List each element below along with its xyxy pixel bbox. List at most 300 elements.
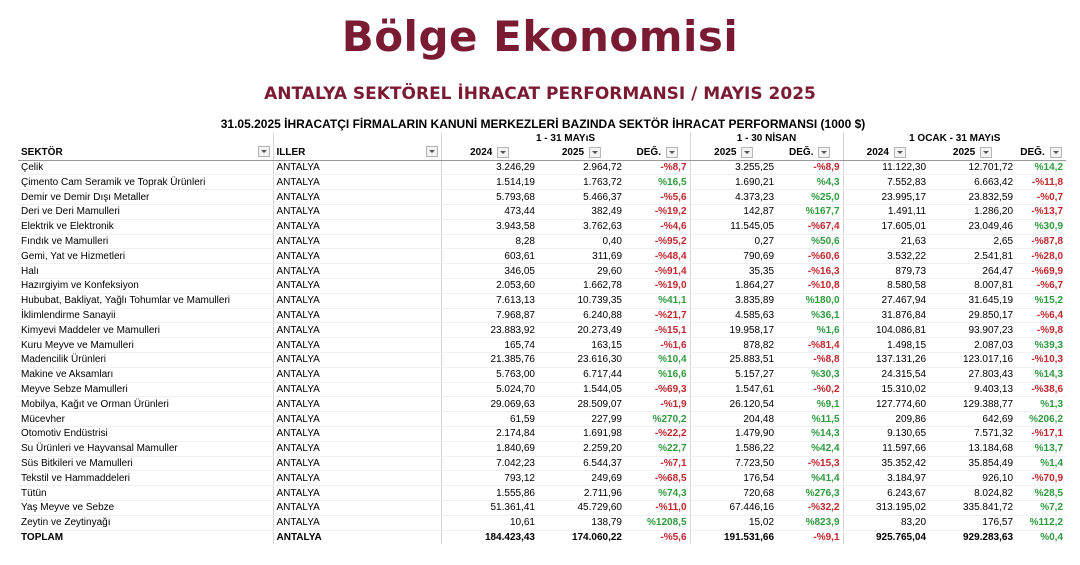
cell-may-change: -%69,3 <box>625 382 690 397</box>
cell-may-change: -%1,6 <box>625 338 690 353</box>
cell-april-change: -%81,4 <box>777 338 843 353</box>
table-row <box>18 293 1066 308</box>
cell-ytd-2025: 9.403,13 <box>929 382 1016 397</box>
cell-ytd-2024: 9.130,65 <box>843 426 929 441</box>
cell-april-change: %14,3 <box>777 426 843 441</box>
cell-ytd-2024: 8.580,58 <box>843 278 929 293</box>
cell-may-2024: 8,28 <box>441 234 538 249</box>
cell-ytd-2025: 23.832,59 <box>929 190 1016 205</box>
cell-ytd-2025: 23.049,46 <box>929 219 1016 234</box>
cell-sector: Mobilya, Kağıt ve Orman Ürünleri <box>18 397 273 412</box>
cell-ytd-change: %14,3 <box>1016 367 1066 382</box>
cell-april-2025: 26.120,54 <box>690 397 777 412</box>
cell-april-change: -%15,3 <box>777 456 843 471</box>
cell-may-change: %270,2 <box>625 412 690 427</box>
total-ytd-2024: 925.765,04 <box>843 530 929 544</box>
cell-april-change: %823,9 <box>777 515 843 530</box>
cell-may-change: %10,4 <box>625 352 690 367</box>
cell-may-change: -%8,7 <box>625 160 690 175</box>
cell-ytd-change: -%0,7 <box>1016 190 1066 205</box>
cell-may-change: -%21,7 <box>625 308 690 323</box>
cell-ytd-change: -%6,4 <box>1016 308 1066 323</box>
cell-may-2025: 5.466,37 <box>538 190 625 205</box>
total-ytd-change: %0,4 <box>1040 531 1064 543</box>
group-header-row <box>18 132 1066 146</box>
cell-may-change: -%1,9 <box>625 397 690 412</box>
cell-ytd-2025: 176,57 <box>929 515 1016 530</box>
cell-ytd-2024: 209,86 <box>843 412 929 427</box>
cell-may-2024: 2.053,60 <box>441 278 538 293</box>
cell-ytd-2025: 335.841,72 <box>929 500 1016 515</box>
cell-april-change: %41,4 <box>777 471 843 486</box>
cell-april-change: %25,0 <box>777 190 843 205</box>
cell-april-2025: 35,35 <box>690 264 777 279</box>
cell-ytd-2024: 3.184,97 <box>843 471 929 486</box>
cell-april-2025: 1.547,61 <box>690 382 777 397</box>
filter-dropdown-icon[interactable] <box>497 147 509 158</box>
cell-may-change: -%22,2 <box>625 426 690 441</box>
cell-sector: Halı <box>18 264 273 279</box>
cell-may-2024: 29.069,63 <box>441 397 538 412</box>
table-row <box>18 426 1066 441</box>
cell-april-change: -%10,8 <box>777 278 843 293</box>
cell-april-2025: 1.864,27 <box>690 278 777 293</box>
table-row <box>18 234 1066 249</box>
cell-may-2024: 5.024,70 <box>441 382 538 397</box>
cell-ytd-change: %1,3 <box>1016 397 1066 412</box>
cell-april-2025: 25.883,51 <box>690 352 777 367</box>
cell-ytd-change: -%28,0 <box>1016 249 1066 264</box>
cell-may-2024: 603,61 <box>441 249 538 264</box>
total-april-change: -%9,1 <box>813 531 840 543</box>
cell-may-2025: 1.763,72 <box>538 175 625 190</box>
cell-ytd-2025: 264,47 <box>929 264 1016 279</box>
cell-province: ANTALYA <box>273 219 441 234</box>
report-subtitle: ANTALYA SEKTÖREL İHRACAT PERFORMANSI / MAYIS 2025 <box>264 84 816 104</box>
header-april-2025: 2025 <box>690 146 777 160</box>
cell-may-2024: 2.174,84 <box>441 426 538 441</box>
cell-ytd-2024: 21,63 <box>843 234 929 249</box>
cell-province: ANTALYA <box>273 382 441 397</box>
cell-may-2025: 3.762,63 <box>538 219 625 234</box>
cell-province: ANTALYA <box>273 367 441 382</box>
header-sector: SEKTÖR <box>18 146 273 160</box>
cell-ytd-change: %112,2 <box>1016 515 1066 530</box>
cell-ytd-2024: 11.597,66 <box>843 441 929 456</box>
cell-april-change: -%67,4 <box>777 219 843 234</box>
cell-april-2025: 19.958,17 <box>690 323 777 338</box>
table-row <box>18 190 1066 205</box>
cell-april-2025: 5.157,27 <box>690 367 777 382</box>
cell-may-change: %1208,5 <box>625 515 690 530</box>
cell-april-2025: 1.586,22 <box>690 441 777 456</box>
cell-sector: Hazırgiyim ve Konfeksiyon <box>18 278 273 293</box>
header-province: ILLER <box>273 146 441 160</box>
cell-may-2024: 21.385,76 <box>441 352 538 367</box>
cell-may-2024: 3.246,29 <box>441 160 538 175</box>
cell-sector: Deri ve Deri Mamulleri <box>18 204 273 219</box>
table-row <box>18 352 1066 367</box>
cell-ytd-2024: 27.467,94 <box>843 293 929 308</box>
cell-ytd-2025: 31.645,19 <box>929 293 1016 308</box>
cell-ytd-2024: 35.352,42 <box>843 456 929 471</box>
cell-ytd-2025: 29.850,17 <box>929 308 1016 323</box>
cell-ytd-change: %206,2 <box>1016 412 1066 427</box>
cell-sector: Madencilik Ürünleri <box>18 352 273 367</box>
cell-may-2024: 165,74 <box>441 338 538 353</box>
cell-ytd-2024: 104.086,81 <box>843 323 929 338</box>
header-ytd-change: DEĞ. <box>1016 146 1066 160</box>
cell-province: ANTALYA <box>273 234 441 249</box>
cell-province: ANTALYA <box>273 249 441 264</box>
cell-province: ANTALYA <box>273 412 441 427</box>
table-body <box>18 160 1066 530</box>
cell-may-2025: 6.717,44 <box>538 367 625 382</box>
filter-dropdown-icon[interactable] <box>741 147 753 158</box>
table-title: 31.05.2025 İHRACATÇI FİRMALARIN KANUNİ MERKEZLERİ BAZINDA SEKTÖR İHRACAT PERFORMANSI (1000 $) <box>220 117 866 131</box>
cell-may-change: -%91,4 <box>625 264 690 279</box>
header-may-2025: 2025 <box>538 146 625 160</box>
cell-april-change: -%16,3 <box>777 264 843 279</box>
export-table <box>18 132 1066 544</box>
table-row <box>18 308 1066 323</box>
cell-may-2024: 3.943,58 <box>441 219 538 234</box>
cell-province: ANTALYA <box>273 426 441 441</box>
cell-province: ANTALYA <box>273 456 441 471</box>
cell-april-2025: 790,69 <box>690 249 777 264</box>
cell-april-2025: 1.479,90 <box>690 426 777 441</box>
table-row <box>18 175 1066 190</box>
cell-province: ANTALYA <box>273 204 441 219</box>
table-row <box>18 160 1066 175</box>
cell-may-change: -%11,0 <box>625 500 690 515</box>
total-ytd-2025: 929.283,63 <box>962 531 1014 543</box>
cell-may-change: %16,5 <box>625 175 690 190</box>
cell-ytd-change: %30,9 <box>1016 219 1066 234</box>
filter-dropdown-icon[interactable] <box>980 147 992 158</box>
cell-province: ANTALYA <box>273 352 441 367</box>
cell-ytd-2025: 7.571,32 <box>929 426 1016 441</box>
table-row <box>18 471 1066 486</box>
cell-may-2025: 249,69 <box>538 471 625 486</box>
cell-may-2025: 382,49 <box>538 204 625 219</box>
cell-ytd-change: %39,3 <box>1016 338 1066 353</box>
cell-ytd-change: -%6,7 <box>1016 278 1066 293</box>
cell-may-2024: 61,59 <box>441 412 538 427</box>
cell-april-2025: 11.545,05 <box>690 219 777 234</box>
cell-may-2024: 51.361,41 <box>441 500 538 515</box>
header-may-change: DEĞ. <box>625 146 690 160</box>
filter-dropdown-icon[interactable] <box>894 147 906 158</box>
table-row <box>18 367 1066 382</box>
cell-may-2024: 7.968,87 <box>441 308 538 323</box>
table-row <box>18 278 1066 293</box>
header-april-change: DEĞ. <box>777 146 843 160</box>
filter-dropdown-icon[interactable] <box>426 146 438 157</box>
cell-april-2025: 3.835,89 <box>690 293 777 308</box>
cell-may-2025: 28.509,07 <box>538 397 625 412</box>
cell-ytd-2025: 93.907,23 <box>929 323 1016 338</box>
cell-may-change: -%95,2 <box>625 234 690 249</box>
cell-sector: Kimyevi Maddeler ve Mamulleri <box>18 323 273 338</box>
filter-dropdown-icon[interactable] <box>666 147 678 158</box>
filter-dropdown-icon[interactable] <box>818 147 830 158</box>
cell-ytd-change: -%87,8 <box>1016 234 1066 249</box>
header-ytd-2025: 2025 <box>929 146 1016 160</box>
cell-province: ANTALYA <box>273 160 441 175</box>
cell-april-2025: 7.723,50 <box>690 456 777 471</box>
cell-april-change: %4,3 <box>777 175 843 190</box>
cell-sector: Meyve Sebze Mamulleri <box>18 382 273 397</box>
cell-may-change: -%7,1 <box>625 456 690 471</box>
cell-may-2025: 20.273,49 <box>538 323 625 338</box>
cell-april-change: %276,3 <box>777 486 843 501</box>
total-row <box>18 530 1066 544</box>
table-row <box>18 338 1066 353</box>
cell-may-2025: 45.729,60 <box>538 500 625 515</box>
cell-ytd-2024: 31.876,84 <box>843 308 929 323</box>
cell-province: ANTALYA <box>273 190 441 205</box>
cell-may-2025: 6.240,88 <box>538 308 625 323</box>
cell-may-2024: 10,61 <box>441 515 538 530</box>
cell-april-2025: 204,48 <box>690 412 777 427</box>
cell-province: ANTALYA <box>273 293 441 308</box>
cell-april-change: -%0,2 <box>777 382 843 397</box>
cell-province: ANTALYA <box>273 471 441 486</box>
column-header-row <box>18 146 1066 160</box>
cell-ytd-2024: 313.195,02 <box>843 500 929 515</box>
cell-sector: Çelik <box>18 160 273 175</box>
cell-may-2025: 138,79 <box>538 515 625 530</box>
cell-may-2024: 5.763,00 <box>441 367 538 382</box>
cell-sector: Gemi, Yat ve Hizmetleri <box>18 249 273 264</box>
cell-ytd-change: -%10,3 <box>1016 352 1066 367</box>
cell-may-2025: 227,99 <box>538 412 625 427</box>
cell-may-2025: 2.964,72 <box>538 160 625 175</box>
cell-ytd-2024: 15.310,02 <box>843 382 929 397</box>
header-ytd-2024: 2024 <box>843 146 929 160</box>
cell-sector: Su Ürünleri ve Hayvansal Mamuller <box>18 441 273 456</box>
cell-ytd-2025: 1.286,20 <box>929 204 1016 219</box>
cell-may-change: -%68,5 <box>625 471 690 486</box>
cell-april-change: %9,1 <box>777 397 843 412</box>
total-april-2025: 191.531,66 <box>690 530 777 544</box>
cell-sector: Tütün <box>18 486 273 501</box>
total-label: TOPLAM <box>21 531 64 543</box>
cell-ytd-2024: 127.774,60 <box>843 397 929 412</box>
cell-ytd-2024: 23.995,17 <box>843 190 929 205</box>
cell-april-2025: 4.585,63 <box>690 308 777 323</box>
table-row <box>18 500 1066 515</box>
group-ytd: 1 OCAK - 31 MAYıS <box>843 132 1066 146</box>
cell-ytd-2024: 137.131,26 <box>843 352 929 367</box>
cell-may-2024: 346,05 <box>441 264 538 279</box>
cell-sector: Zeytin ve Zeytinyağı <box>18 515 273 530</box>
cell-may-change: %16,6 <box>625 367 690 382</box>
cell-april-2025: 1.690,21 <box>690 175 777 190</box>
cell-ytd-2024: 1.491,11 <box>843 204 929 219</box>
cell-sector: Elektrik ve Elektronik <box>18 219 273 234</box>
cell-sector: İklimlendirme Sanayii <box>18 308 273 323</box>
table-row <box>18 249 1066 264</box>
cell-april-2025: 878,82 <box>690 338 777 353</box>
cell-sector: Yaş Meyve ve Sebze <box>18 500 273 515</box>
cell-may-2025: 23.616,30 <box>538 352 625 367</box>
cell-ytd-2024: 83,20 <box>843 515 929 530</box>
cell-ytd-2025: 2.541,81 <box>929 249 1016 264</box>
cell-april-change: %50,6 <box>777 234 843 249</box>
cell-may-2024: 7.613,13 <box>441 293 538 308</box>
cell-april-2025: 15,02 <box>690 515 777 530</box>
cell-sector: Kuru Meyve ve Mamulleri <box>18 338 273 353</box>
cell-april-2025: 176,54 <box>690 471 777 486</box>
cell-may-2025: 2.259,20 <box>538 441 625 456</box>
cell-sector: Hububat, Bakliyat, Yağlı Tohumlar ve Mamulleri <box>18 293 273 308</box>
cell-province: ANTALYA <box>273 441 441 456</box>
cell-april-2025: 720,68 <box>690 486 777 501</box>
total-may-2024: 184.423,43 <box>441 530 538 544</box>
cell-may-2025: 10.739,35 <box>538 293 625 308</box>
cell-april-change: %180,0 <box>777 293 843 308</box>
cell-may-2024: 1.840,69 <box>441 441 538 456</box>
cell-ytd-2025: 13.184,68 <box>929 441 1016 456</box>
cell-province: ANTALYA <box>273 278 441 293</box>
cell-sector: Makine ve Aksamları <box>18 367 273 382</box>
cell-may-change: -%19,2 <box>625 204 690 219</box>
cell-may-2025: 311,69 <box>538 249 625 264</box>
cell-ytd-2024: 11.122,30 <box>843 160 929 175</box>
cell-ytd-2024: 24.315,54 <box>843 367 929 382</box>
cell-may-2025: 1.691,98 <box>538 426 625 441</box>
cell-may-change: %41,1 <box>625 293 690 308</box>
cell-ytd-change: %13,7 <box>1016 441 1066 456</box>
cell-april-change: -%32,2 <box>777 500 843 515</box>
group-may: 1 - 31 MAYıS <box>441 132 690 146</box>
table-row <box>18 456 1066 471</box>
cell-may-2024: 7.042,23 <box>441 456 538 471</box>
cell-sector: Otomotiv Endüstrisi <box>18 426 273 441</box>
cell-sector: Fındık ve Mamulleri <box>18 234 273 249</box>
table-row <box>18 382 1066 397</box>
table-row <box>18 486 1066 501</box>
cell-may-change: -%4,6 <box>625 219 690 234</box>
cell-may-change: -%48,4 <box>625 249 690 264</box>
table-row <box>18 264 1066 279</box>
cell-ytd-change: -%9,8 <box>1016 323 1066 338</box>
filter-dropdown-icon[interactable] <box>589 147 601 158</box>
cell-april-change: %36,1 <box>777 308 843 323</box>
cell-province: ANTALYA <box>273 264 441 279</box>
cell-may-2025: 2.711,96 <box>538 486 625 501</box>
cell-may-change: %74,3 <box>625 486 690 501</box>
cell-april-2025: 3.255,25 <box>690 160 777 175</box>
cell-ytd-change: %28,5 <box>1016 486 1066 501</box>
cell-ytd-2025: 6.663,42 <box>929 175 1016 190</box>
cell-may-2025: 1.662,78 <box>538 278 625 293</box>
cell-may-2024: 1.514,19 <box>441 175 538 190</box>
cell-may-change: -%15,1 <box>625 323 690 338</box>
cell-ytd-2025: 27.803,43 <box>929 367 1016 382</box>
cell-may-change: %22,7 <box>625 441 690 456</box>
group-april: 1 - 30 NİSAN <box>690 132 843 146</box>
cell-ytd-change: -%17,1 <box>1016 426 1066 441</box>
cell-province: ANTALYA <box>273 323 441 338</box>
cell-april-change: %1,6 <box>777 323 843 338</box>
cell-april-change: -%8,8 <box>777 352 843 367</box>
cell-may-change: -%19,0 <box>625 278 690 293</box>
cell-ytd-change: -%69,9 <box>1016 264 1066 279</box>
total-may-change: -%5,6 <box>660 531 687 543</box>
cell-ytd-change: %7,2 <box>1016 500 1066 515</box>
cell-ytd-2025: 642,69 <box>929 412 1016 427</box>
filter-dropdown-icon[interactable] <box>1050 147 1062 158</box>
cell-april-change: %30,3 <box>777 367 843 382</box>
table-row <box>18 397 1066 412</box>
cell-ytd-2025: 8.007,81 <box>929 278 1016 293</box>
cell-ytd-2024: 17.605,01 <box>843 219 929 234</box>
brand-title: Bölge Ekonomisi <box>341 12 739 61</box>
cell-ytd-change: -%13,7 <box>1016 204 1066 219</box>
table-row <box>18 441 1066 456</box>
cell-province: ANTALYA <box>273 500 441 515</box>
cell-province: ANTALYA <box>273 338 441 353</box>
cell-ytd-change: %1,4 <box>1016 456 1066 471</box>
cell-sector: Süs Bitkileri ve Mamulleri <box>18 456 273 471</box>
header-may-2024: 2024 <box>441 146 538 160</box>
cell-may-change: -%5,6 <box>625 190 690 205</box>
cell-april-change: -%60,6 <box>777 249 843 264</box>
cell-may-2025: 29,60 <box>538 264 625 279</box>
cell-may-2025: 0,40 <box>538 234 625 249</box>
cell-april-2025: 0,27 <box>690 234 777 249</box>
cell-ytd-2024: 3.532,22 <box>843 249 929 264</box>
cell-sector: Mücevher <box>18 412 273 427</box>
cell-ytd-change: %14,2 <box>1016 160 1066 175</box>
cell-ytd-2024: 6.243,67 <box>843 486 929 501</box>
cell-ytd-2025: 12.701,72 <box>929 160 1016 175</box>
cell-may-2024: 473,44 <box>441 204 538 219</box>
table-row <box>18 323 1066 338</box>
cell-province: ANTALYA <box>273 515 441 530</box>
cell-ytd-2025: 35.854,49 <box>929 456 1016 471</box>
cell-may-2024: 1.555,86 <box>441 486 538 501</box>
cell-may-2024: 793,12 <box>441 471 538 486</box>
cell-april-2025: 4.373,23 <box>690 190 777 205</box>
filter-dropdown-icon[interactable] <box>258 146 270 157</box>
cell-ytd-2024: 1.498,15 <box>843 338 929 353</box>
cell-april-change: %42,4 <box>777 441 843 456</box>
cell-ytd-2025: 2,65 <box>929 234 1016 249</box>
table-row <box>18 204 1066 219</box>
table-row <box>18 412 1066 427</box>
cell-april-2025: 142,87 <box>690 204 777 219</box>
cell-may-2024: 23.883,92 <box>441 323 538 338</box>
cell-ytd-change: %15,2 <box>1016 293 1066 308</box>
total-province: ANTALYA <box>273 530 441 544</box>
cell-sector: Tekstil ve Hammaddeleri <box>18 471 273 486</box>
cell-sector: Demir ve Demir Dışı Metaller <box>18 190 273 205</box>
cell-province: ANTALYA <box>273 308 441 323</box>
total-may-2025: 174.060,22 <box>571 531 622 543</box>
cell-ytd-2025: 129.388,77 <box>929 397 1016 412</box>
cell-ytd-2024: 879,73 <box>843 264 929 279</box>
cell-province: ANTALYA <box>273 175 441 190</box>
table-row <box>18 219 1066 234</box>
cell-ytd-change: -%38,6 <box>1016 382 1066 397</box>
cell-may-2025: 163,15 <box>538 338 625 353</box>
cell-april-change: %11,5 <box>777 412 843 427</box>
cell-april-2025: 67.446,16 <box>690 500 777 515</box>
